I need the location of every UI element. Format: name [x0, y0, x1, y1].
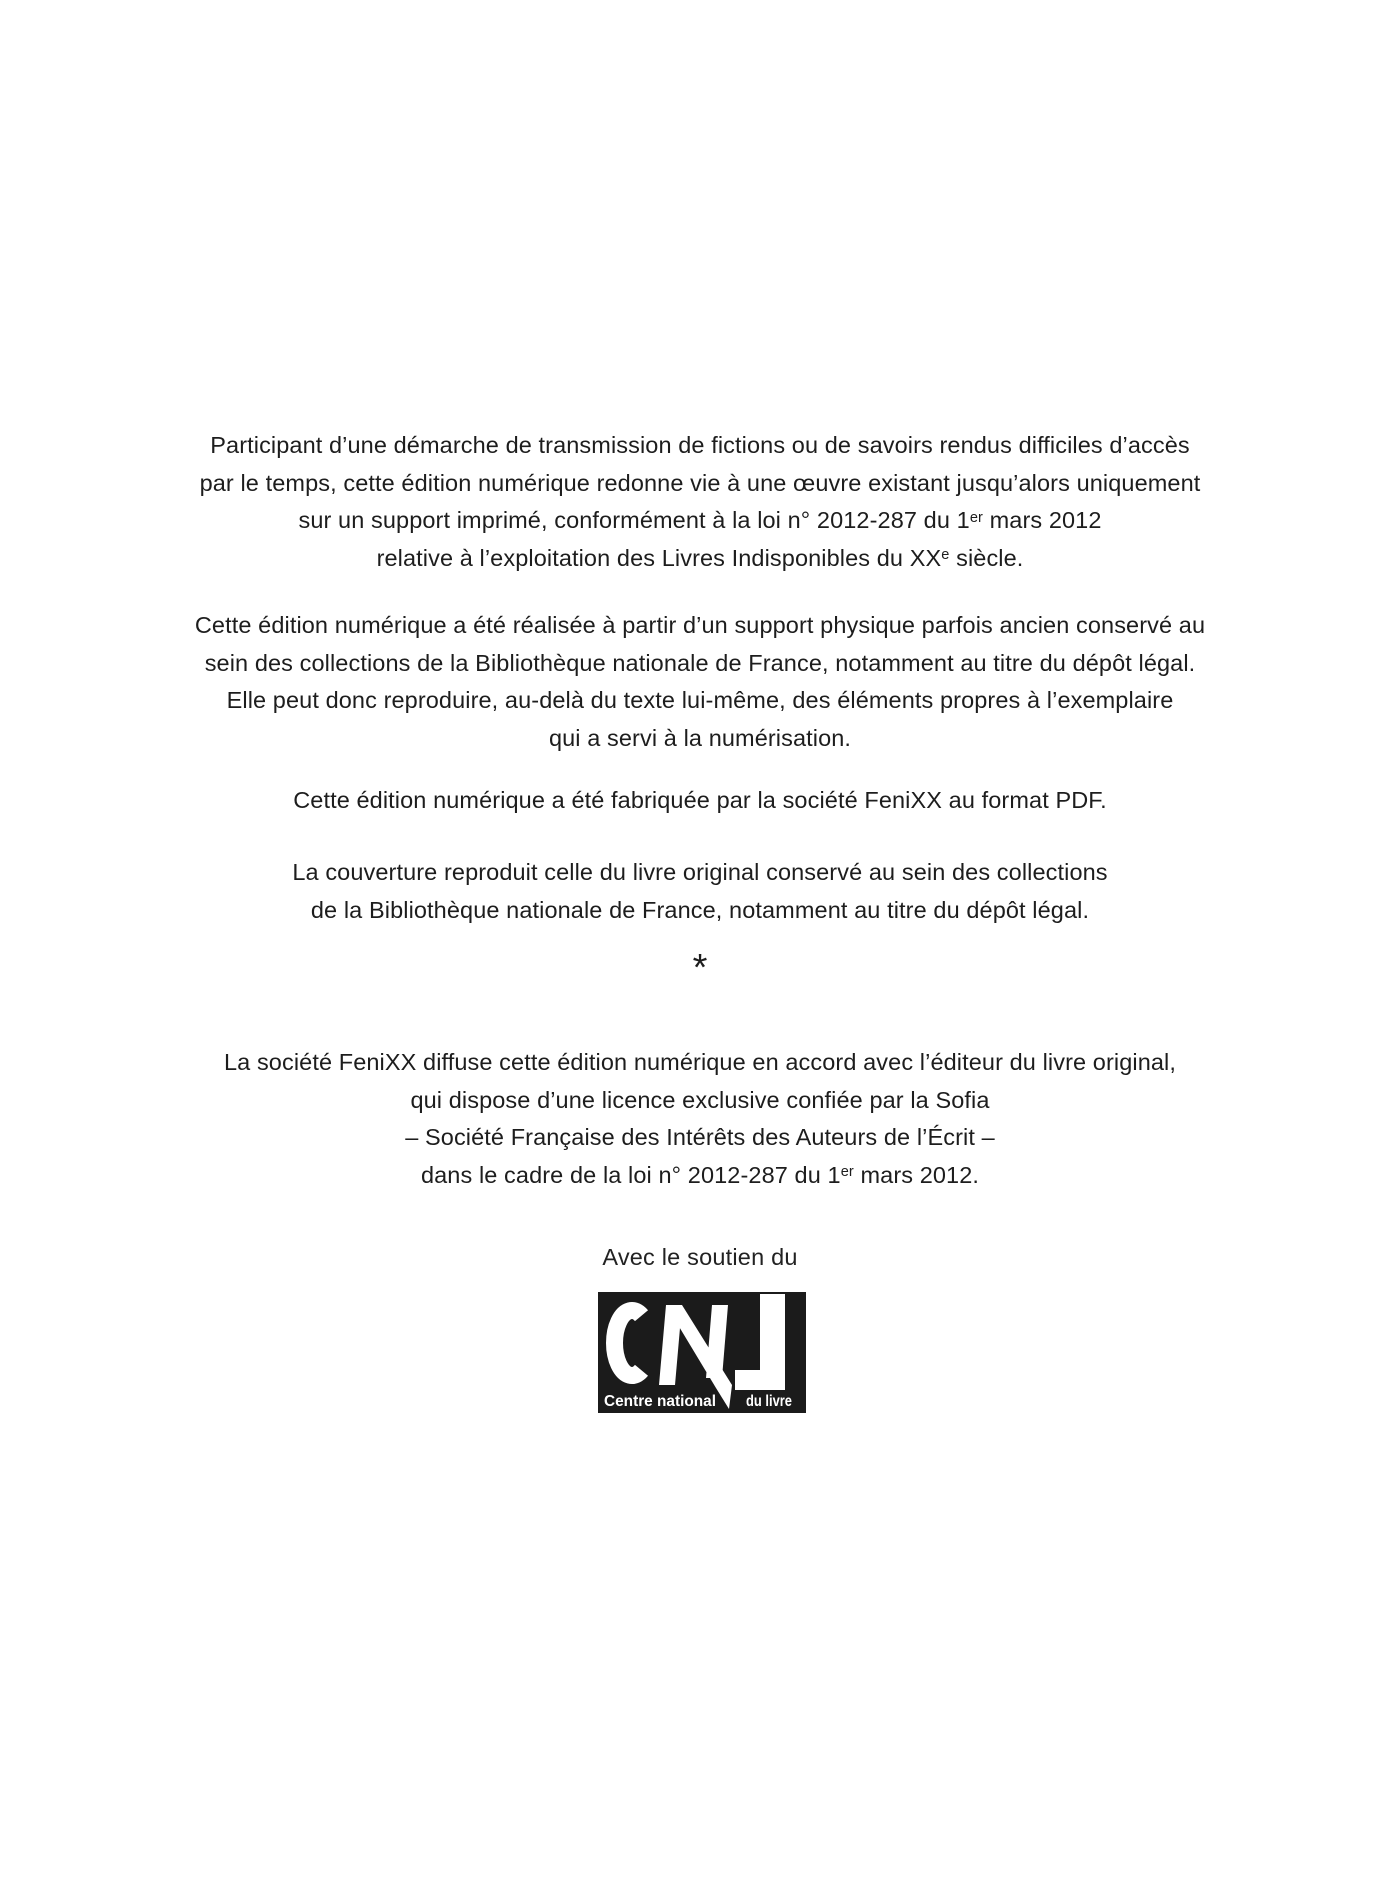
paragraph-fenixx-pdf — [0, 782, 1400, 820]
text-line: qui dispose d’une licence exclusive confiée par la Sofia — [410, 1086, 990, 1113]
cnl-caption-right: du livre — [746, 1393, 793, 1410]
text-segment: sur un support imprimé, conformément à la loi n° 2012-287 du 1 — [298, 507, 970, 533]
text-line: sein des collections de la Bibliothèque nationale de France, notamment au titre du dépôt légal. — [204, 649, 1196, 676]
text-segment: dans le cadre de la loi n° 2012-287 du 1 — [420, 1161, 841, 1188]
text-line: La société FeniXX diffuse cette édition numérique en accord avec l’éditeur du livre original, — [223, 1049, 1177, 1075]
text-line: Cette édition numérique a été fabriquée par la société FeniXX au format PDF. — [293, 787, 1107, 813]
superscript-er: er — [969, 509, 983, 526]
text-segment: relative à l’exploitation des Livres Indisponibles du XX — [376, 544, 942, 571]
paragraph-cover — [0, 854, 1400, 929]
text-line — [0, 1157, 1400, 1195]
text-line: Elle peut donc reproduire, au-delà du texte lui-même, des éléments propres à l’exemplaire — [226, 687, 1174, 713]
text-line: Participant d’une démarche de transmission de fictions ou de savoirs rendus difficiles d’accès — [210, 432, 1190, 458]
text-segment: siècle. — [949, 544, 1024, 571]
superscript-er: er — [840, 1164, 854, 1181]
paragraph-transmission — [0, 427, 1400, 577]
cnl-logo — [598, 1292, 806, 1413]
text-line: qui a servi à la numérisation. — [548, 724, 852, 751]
text-line: de la Bibliothèque nationale de France, notamment au titre du dépôt légal. — [310, 896, 1090, 923]
asterisk-separator: * — [692, 947, 708, 989]
paragraph-bnf-source — [0, 607, 1400, 757]
text-line — [0, 540, 1400, 578]
text-line — [0, 502, 1400, 540]
paragraph-license — [0, 1044, 1400, 1194]
text-line: Cette édition numérique a été réalisée à partir d’un support physique parfois ancien conservé au — [194, 612, 1206, 638]
text-segment: mars 2012 — [982, 507, 1102, 533]
support-text: Avec le soutien du — [602, 1244, 798, 1270]
text-line: par le temps, cette édition numérique redonne vie à une œuvre existant jusqu’alors uniquement — [199, 469, 1201, 496]
cnl-caption-left: Centre national — [604, 1393, 716, 1410]
superscript-e: e — [941, 547, 950, 564]
text-segment: mars 2012. — [853, 1161, 980, 1188]
text-line: La couverture reproduit celle du livre original conservé au sein des collections — [292, 859, 1108, 885]
text-line: – Société Française des Intérêts des Auteurs de l’Écrit – — [405, 1124, 995, 1150]
